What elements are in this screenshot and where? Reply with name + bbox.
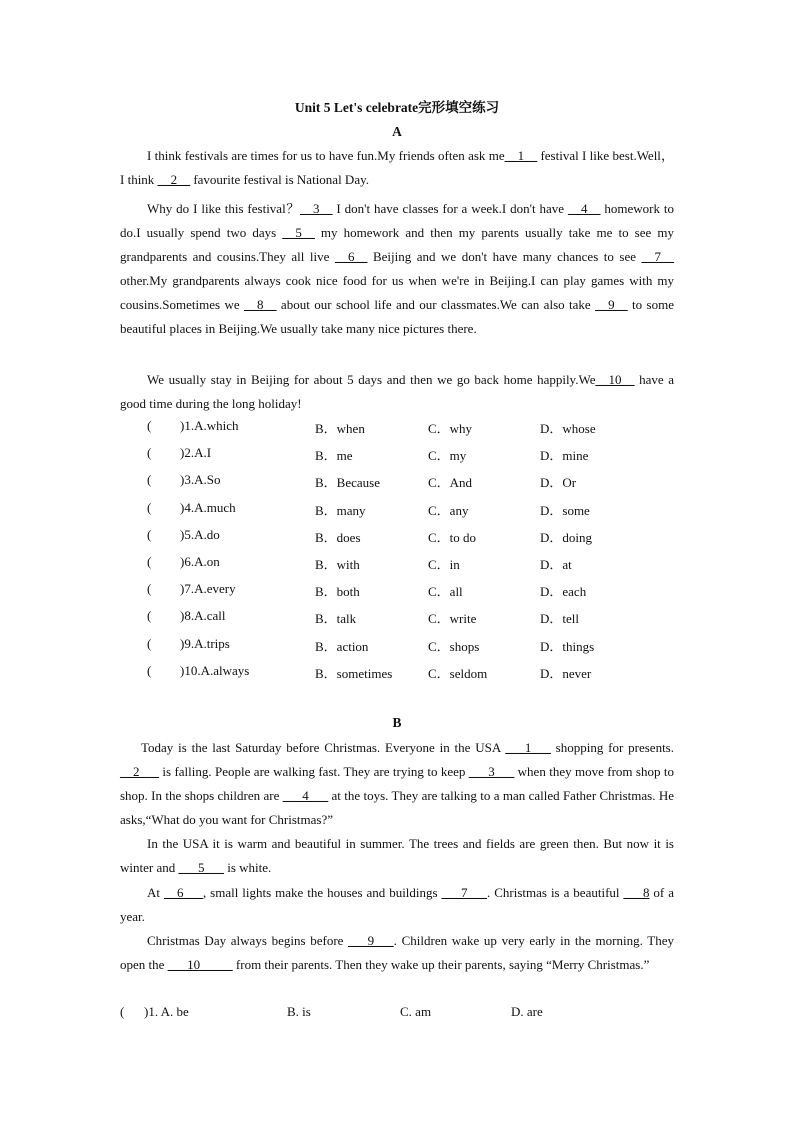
option-row: [147, 636, 707, 656]
option-d: D．tell: [540, 611, 579, 626]
answer-paren: (: [147, 636, 152, 651]
page-title: Unit 5 Let's celebrate完形填空练习: [294, 100, 500, 115]
text: my homework and then my parents usually take me to see my grandparents and cousins.They all live: [120, 225, 674, 264]
option-row: [120, 1004, 680, 1024]
blank-5: ___5___: [178, 860, 224, 875]
option-a: )6.A.on: [180, 554, 220, 569]
option-row: [147, 500, 707, 520]
blank-6: __6__: [334, 249, 368, 264]
text: I think festivals are times for us to have fun.My friends often ask me: [147, 148, 505, 163]
option-b: B．with: [315, 557, 360, 572]
text: At: [147, 885, 164, 900]
answer-paren: (: [147, 445, 152, 460]
option-c: C．in: [428, 557, 460, 572]
option-c: C．all: [428, 584, 463, 599]
section-a-paragraph-3: [120, 368, 674, 416]
section-b-paragraph-1: [120, 736, 674, 832]
option-a: )7.A.every: [180, 581, 236, 596]
blank-10: ___10_____: [167, 957, 233, 972]
option-b: B．both: [315, 584, 360, 599]
option-d: D．doing: [540, 530, 593, 545]
option-a: )10.A.always: [180, 663, 250, 678]
text: Why do I like this festival？: [147, 201, 301, 216]
blank-5: __5__: [282, 225, 315, 240]
option-a: )4.A.much: [180, 500, 236, 515]
blank-10: __10__: [595, 372, 635, 387]
option-b: B．action: [315, 639, 369, 654]
text: is white.: [223, 860, 272, 875]
option-b: B．me: [315, 448, 353, 463]
blank-2: __2__: [157, 172, 191, 187]
option-c: C．write: [428, 611, 477, 626]
blank-4: ___4___: [282, 788, 329, 803]
text: . Christmas is a beautiful: [487, 885, 624, 900]
option-a: )1.A.which: [180, 418, 239, 433]
blank-8: ___8: [623, 885, 650, 900]
section-b-paragraph-4: [120, 929, 674, 977]
option-a: )3.A.So: [180, 472, 221, 487]
text: I don't have classes for a week.I don't have: [332, 201, 568, 216]
blank-2: __2___: [120, 764, 159, 779]
text: is falling. People are walking fast. They are trying to keep: [159, 764, 469, 779]
option-a: )2.A.I: [180, 445, 212, 460]
option-c: C．seldom: [428, 666, 488, 681]
option-d: D．things: [540, 639, 595, 654]
blank-9: ___9___: [348, 933, 394, 948]
option-c: C．why: [428, 421, 473, 436]
option-b: B．many: [315, 503, 366, 518]
option-row: [147, 608, 707, 628]
option-c: C．any: [428, 503, 469, 518]
answer-paren: (: [147, 418, 152, 433]
option-d: D．never: [540, 666, 592, 681]
text: We usually stay in Beijing for about 5 days and then we go back home happily.We: [147, 372, 596, 387]
option-d: D．Or: [540, 475, 577, 490]
blank-9: __9__: [595, 297, 628, 312]
text: Beijing and we don't have many chances to see: [367, 249, 642, 264]
answer-paren: (: [147, 527, 152, 542]
answer-paren: (: [147, 554, 152, 569]
option-c: C. am: [400, 1004, 432, 1019]
blank-6: __6___: [163, 885, 203, 900]
text: , small lights make the houses and buildings: [202, 885, 442, 900]
text: . Children wake up very early in the morning. They open the: [120, 933, 674, 972]
option-row: [147, 581, 707, 601]
text: at the toys. They are talking to a man called Father Christmas. He asks,“What do you want for Christmas?”: [120, 788, 674, 827]
option-row: [147, 445, 707, 465]
text: from their parents. Then they wake up their parents, saying “Merry Christmas.”: [232, 957, 650, 972]
text: of a year.: [120, 885, 674, 924]
blank-1: __1__: [504, 148, 538, 163]
section-b-heading: B: [392, 715, 402, 730]
section-b-paragraph-2: [120, 832, 674, 880]
answer-paren: (: [147, 608, 152, 623]
option-row: [147, 527, 707, 547]
option-b: B. is: [287, 1004, 311, 1019]
option-row: [147, 472, 707, 492]
blank-1: ___1___: [505, 740, 551, 755]
option-b: B．sometimes: [315, 666, 393, 681]
option-a: )8.A.call: [180, 608, 226, 623]
blank-8: __8__: [244, 297, 277, 312]
text: to some beautiful places in Beijing.We usually take many nice pictures there.: [120, 297, 674, 336]
option-row: [147, 418, 707, 438]
option-c: C．my: [428, 448, 467, 463]
answer-paren: (: [120, 1004, 125, 1019]
option-row: [147, 554, 707, 574]
section-b-paragraph-3: [120, 881, 674, 929]
text: when they move from shop to shop. In the shops children are: [120, 764, 674, 803]
option-c: C．And: [428, 475, 473, 490]
text: favourite festival is National Day.: [190, 172, 369, 187]
blank-3: __3__: [300, 201, 333, 216]
text: Christmas Day always begins before: [147, 933, 349, 948]
section-a-paragraph-2: [120, 197, 674, 341]
text: In the USA it is warm and beautiful in summer. The trees and fields are green then. But now it is winter and: [120, 836, 674, 875]
text: Today is the last Saturday before Christmas. Everyone in the USA: [141, 740, 506, 755]
text: shopping for presents.: [550, 740, 674, 755]
section-a-paragraph-1: [120, 144, 674, 192]
option-a: )5.A.do: [180, 527, 220, 542]
answer-paren: (: [147, 663, 152, 678]
blank-7: ___7___: [441, 885, 488, 900]
option-b: B．talk: [315, 611, 357, 626]
answer-paren: (: [147, 581, 152, 596]
option-a: )1. A. be: [144, 1004, 189, 1019]
text: homework to do.I usually spend two days: [120, 201, 674, 240]
option-c: C．to do: [428, 530, 477, 545]
option-a: )9.A.trips: [180, 636, 230, 651]
option-d: D．at: [540, 557, 572, 572]
text: other.My grandparents always cook nice food for us when we're in Beijing.I can play games with my cousins.Sometimes we: [120, 273, 674, 312]
blank-4: __4__: [567, 201, 601, 216]
text: festival I like best.Well，I think: [120, 148, 674, 187]
option-d: D．mine: [540, 448, 589, 463]
text: about our school life and our classmates.We can also take: [276, 297, 596, 312]
option-b: B．Because: [315, 475, 380, 490]
section-a-heading: A: [392, 124, 402, 139]
option-d: D．each: [540, 584, 587, 599]
option-row: [147, 663, 707, 683]
blank-3: ___3___: [468, 764, 515, 779]
option-b: B．does: [315, 530, 361, 545]
text: have a good time during the long holiday!: [120, 372, 674, 411]
option-d: D. are: [511, 1004, 543, 1019]
option-b: B．when: [315, 421, 365, 436]
answer-paren: (: [147, 472, 152, 487]
option-d: D．whose: [540, 421, 596, 436]
answer-paren: (: [147, 500, 152, 515]
option-d: D．some: [540, 503, 590, 518]
option-c: C．shops: [428, 639, 480, 654]
blank-7: __7__: [641, 249, 675, 264]
